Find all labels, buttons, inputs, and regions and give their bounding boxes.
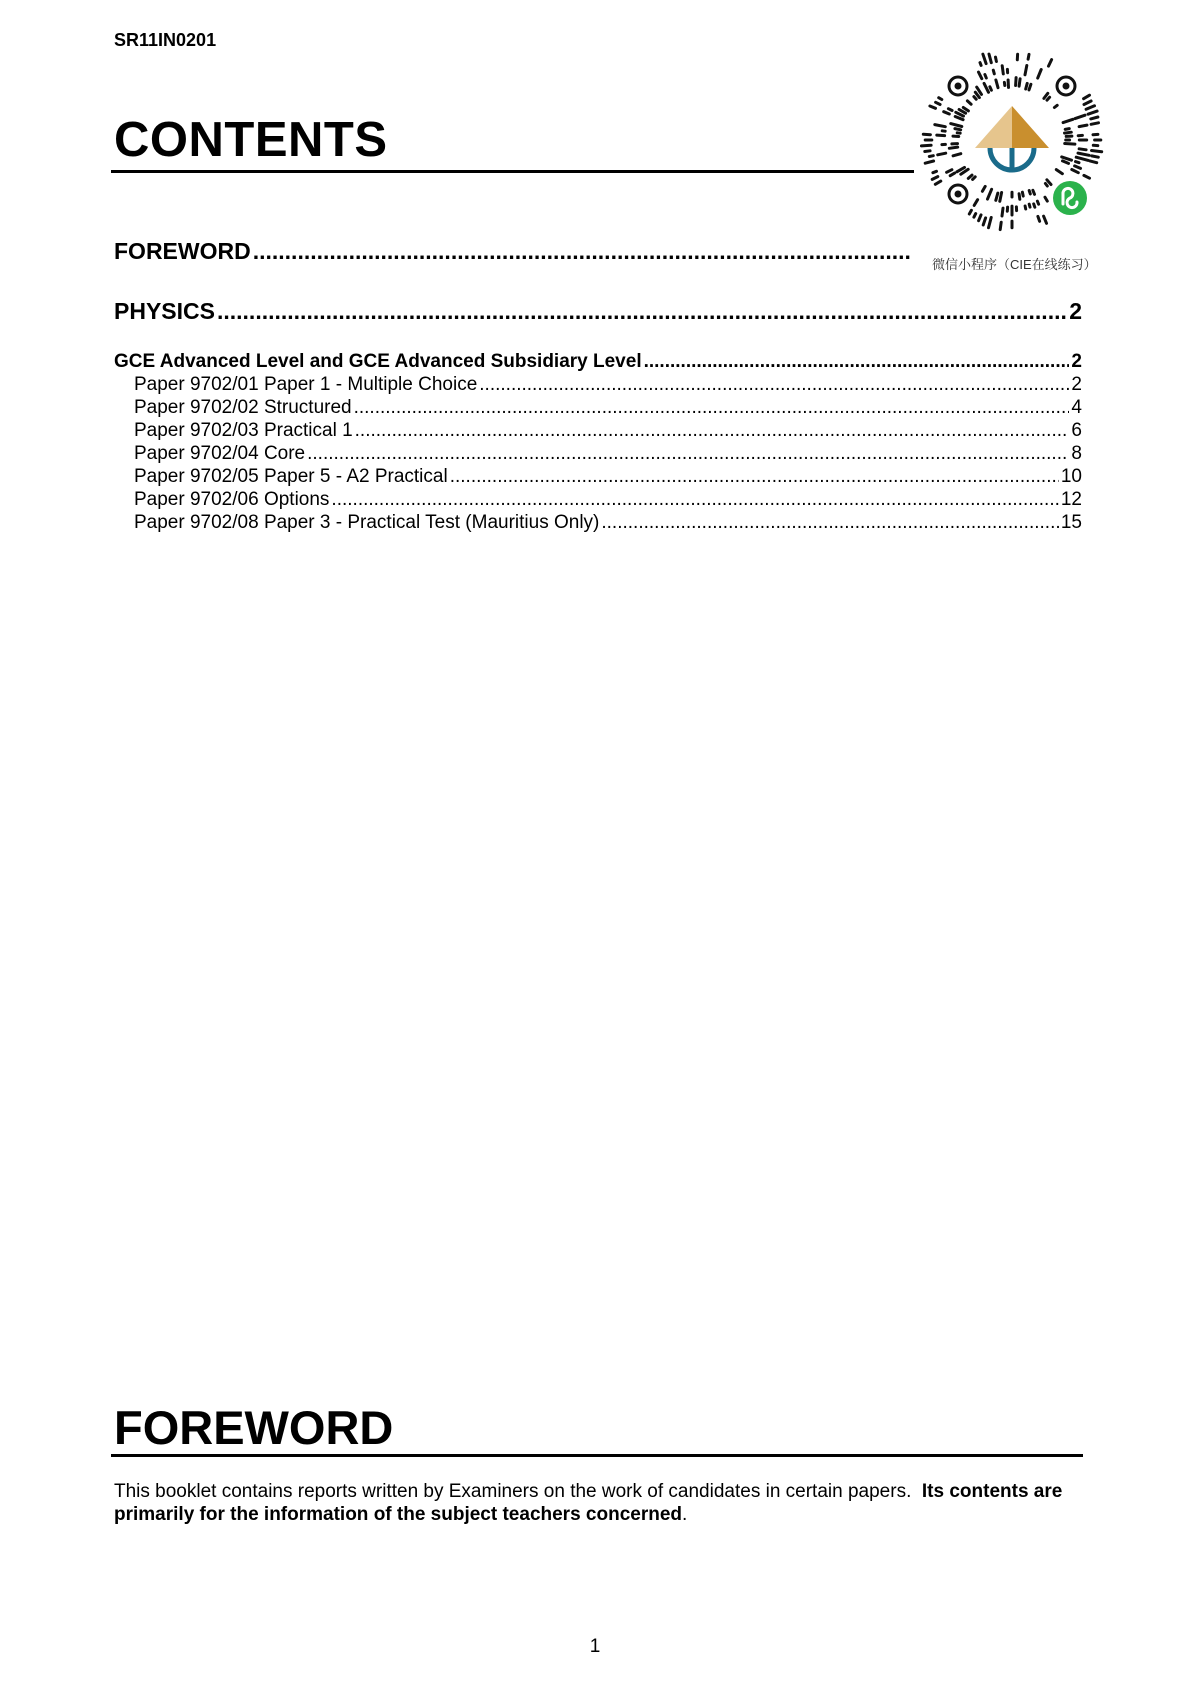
qr-dash: [935, 125, 946, 127]
qr-dash: [953, 154, 961, 156]
qr-dash: [1000, 222, 1001, 229]
qr-dash: [1047, 97, 1050, 100]
page-number: 1: [589, 1636, 601, 1657]
qr-dash: [1038, 70, 1042, 79]
qr-code-icon: [920, 48, 1104, 232]
qr-dash: [1025, 66, 1027, 75]
foreword-text-end: .: [682, 1504, 688, 1525]
qr-dash: [938, 153, 946, 155]
qr-dash: [983, 218, 985, 225]
qr-dash: [1084, 101, 1091, 105]
document-code: SR11IN0201: [114, 30, 217, 50]
qr-dash: [1019, 79, 1020, 86]
qr-dash: [1091, 123, 1098, 125]
qr-dash: [993, 70, 994, 74]
foreword-heading: FOREWORD: [114, 1401, 394, 1454]
foreword-text-bold: Its contents are primarily for the information of the subject teachers concerned: [114, 1481, 1063, 1525]
qr-dash: [984, 83, 988, 92]
qr-dash: [933, 171, 937, 172]
qr-dash: [1045, 184, 1047, 187]
qr-dash: [979, 215, 981, 221]
toc-level-row[interactable]: [114, 351, 1082, 373]
toc-entry-label: Paper 9702/05 Paper 5 - A2 Practical: [134, 466, 448, 487]
qr-dash: [1022, 192, 1023, 196]
qr-dash: [1002, 66, 1003, 74]
qr-dash: [1092, 151, 1102, 152]
qr-dash: [980, 63, 981, 66]
qr-dash: [937, 135, 945, 136]
qr-dash: [985, 75, 986, 79]
toc-leader: [331, 489, 1058, 511]
toc-entry-label: FOREWORD: [114, 238, 251, 264]
qr-dash: [955, 129, 961, 130]
qr-dash: [951, 124, 962, 127]
contents-divider: [111, 170, 914, 173]
toc-leader: [217, 298, 1067, 325]
toc-entry-label: Paper 9702/08 Paper 3 - Practical Test (Mauritius Only): [134, 512, 600, 533]
qr-dash: [1065, 132, 1072, 133]
toc-page-number: 8: [1071, 443, 1082, 464]
qr-dash: [1088, 111, 1097, 114]
qr-dash: [988, 189, 992, 199]
qr-dash: [968, 175, 972, 178]
toc-paper-row[interactable]: [134, 512, 1082, 534]
qr-dash: [947, 170, 952, 173]
qr-dash: [1075, 115, 1085, 118]
qr-dash: [1044, 216, 1047, 223]
toc-paper-row[interactable]: [134, 443, 1082, 465]
toc-entry-label: Paper 9702/03 Practical 1: [134, 420, 353, 441]
qr-dash: [1076, 162, 1080, 163]
qr-dash: [1076, 157, 1088, 160]
qr-dash: [939, 98, 942, 100]
toc-page-number: 4: [1071, 397, 1082, 418]
toc-leader: [355, 420, 1070, 442]
qr-dash: [925, 151, 930, 152]
qr-dash: [1025, 206, 1026, 209]
qr-dash: [932, 177, 938, 180]
qr-dash: [1047, 180, 1051, 185]
toc-page-number: 10: [1060, 466, 1082, 487]
qr-dash: [929, 156, 933, 157]
toc-leader: [601, 512, 1058, 534]
qr-dash: [925, 161, 933, 163]
qr-dash: [1037, 201, 1038, 204]
qr-dash: [1072, 170, 1079, 173]
toc-paper-row[interactable]: [134, 397, 1082, 419]
qr-dash: [1033, 190, 1035, 194]
mini-program-code: [920, 48, 1104, 232]
qr-dash: [974, 200, 977, 206]
qr-dash: [1054, 105, 1057, 107]
toc-entry-label: Paper 9702/01 Paper 1 - Multiple Choice: [134, 374, 478, 395]
toc-page-number: 2: [1071, 374, 1082, 395]
qr-dash: [1075, 166, 1081, 169]
toc-page-number: 12: [1060, 489, 1082, 510]
qr-dash: [923, 134, 930, 135]
qr-caption: 微信小程序（CIE在线练习）: [932, 257, 1097, 272]
qr-dash: [973, 177, 976, 180]
toc-paper-row[interactable]: [134, 466, 1082, 488]
toc-entry-label: GCE Advanced Level and GCE Advanced Subsidiary Level: [114, 351, 642, 372]
qr-dash: [1063, 119, 1073, 122]
toc-physics-row[interactable]: [114, 298, 1082, 325]
toc-leader: [354, 397, 1070, 419]
qr-dash: [963, 108, 968, 111]
toc-entry-label: Paper 9702/02 Structured: [134, 397, 352, 418]
qr-dash: [1028, 54, 1029, 59]
qr-dash: [930, 106, 936, 108]
qr-dash: [989, 54, 991, 63]
qr-dash: [1029, 204, 1030, 207]
qr-dash: [948, 109, 952, 111]
qr-dash: [1000, 193, 1002, 202]
toc-foreword-row[interactable]: [114, 238, 914, 265]
toc-page-number: 2: [1071, 351, 1082, 372]
qr-dash: [1029, 191, 1030, 194]
toc-page-number: 6: [1071, 420, 1082, 441]
qr-dash: [1029, 84, 1031, 90]
qr-dash: [935, 181, 941, 184]
qr-dash: [996, 57, 997, 61]
qr-dash: [1049, 60, 1052, 67]
qr-dash: [996, 193, 998, 200]
toc-paper-row[interactable]: [134, 374, 1082, 396]
toc-paper-row[interactable]: [134, 489, 1082, 511]
toc-page-number: 2: [1069, 298, 1082, 324]
qr-dash: [990, 87, 992, 90]
toc-leader: [307, 443, 1069, 465]
toc-page-number: 15: [1060, 512, 1082, 533]
toc-paper-row[interactable]: [134, 420, 1082, 442]
qr-dash: [979, 72, 982, 79]
toc-leader: [644, 351, 1070, 373]
qr-dash: [1038, 216, 1040, 221]
qr-dash: [1079, 125, 1087, 127]
qr-dash: [936, 102, 941, 104]
toc-entry-label: PHYSICS: [114, 298, 215, 324]
qr-dash: [989, 218, 992, 228]
contents-heading: CONTENTS: [114, 113, 388, 167]
qr-dash: [974, 214, 976, 218]
qr-dash: [950, 173, 954, 176]
foreword-paragraph: [114, 1480, 1084, 1526]
toc-entry-label: Paper 9702/04 Core: [134, 443, 306, 464]
qr-dash: [1092, 156, 1099, 157]
qr-dash: [1090, 161, 1097, 163]
qr-dash: [1019, 194, 1020, 200]
qr-dash: [967, 101, 971, 104]
qr-dash: [949, 147, 957, 148]
qr-dash: [1078, 153, 1089, 155]
qr-dash: [1086, 106, 1094, 110]
qr-dash: [944, 112, 950, 114]
toc-leader: [450, 466, 1059, 488]
toc-leader: [479, 374, 1069, 396]
qr-dash: [974, 97, 976, 100]
qr-dash: [1065, 129, 1069, 130]
qr-dash: [1026, 83, 1028, 89]
qr-dash: [1063, 161, 1069, 164]
qr-dash: [1045, 197, 1047, 201]
qr-dash: [969, 210, 971, 214]
qr-dash: [983, 54, 986, 63]
toc-entry-label: Paper 9702/06 Options: [134, 489, 330, 510]
qr-dash: [921, 145, 931, 146]
qr-dash: [1056, 170, 1062, 174]
foreword-divider: [111, 1454, 1083, 1457]
qr-dash: [1091, 117, 1098, 119]
qr-dash: [1065, 144, 1075, 145]
qr-dash: [1079, 149, 1086, 150]
qr-dash: [1002, 208, 1003, 216]
foreword-text-plain: This booklet contains reports written by Examiners on the work of candidates in certain papers.: [114, 1481, 912, 1502]
qr-dash: [996, 80, 998, 88]
qr-dash: [1084, 95, 1090, 99]
toc-leader: [253, 238, 912, 265]
qr-dash: [1016, 78, 1017, 86]
qr-dash: [1084, 175, 1090, 178]
qr-dash: [1034, 204, 1035, 207]
qr-dash: [982, 186, 985, 191]
